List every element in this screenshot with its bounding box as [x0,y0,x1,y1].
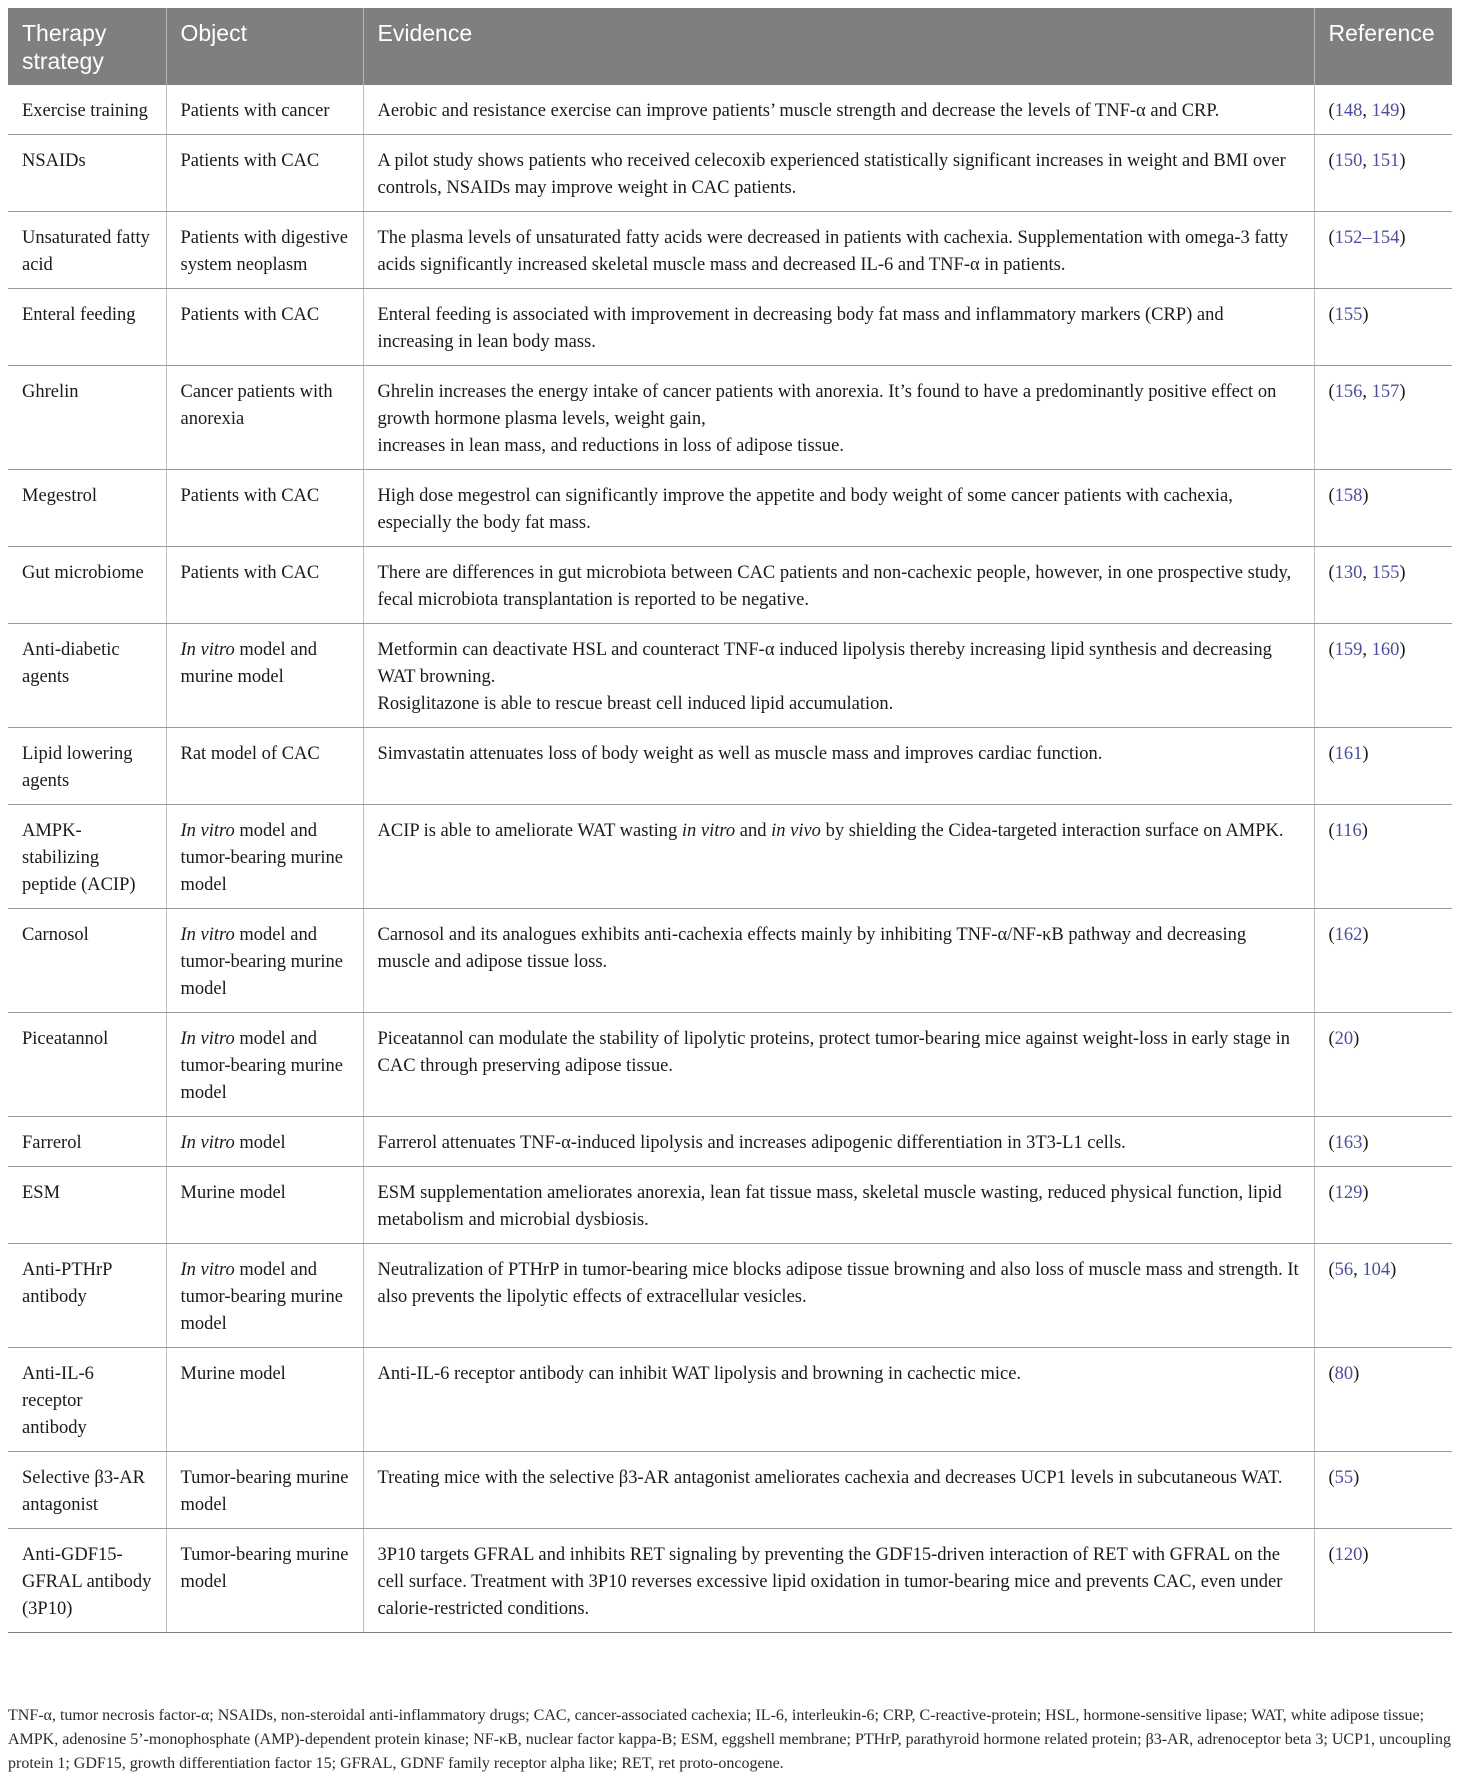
object-text: model and murine model [180,640,317,687]
reference-link[interactable]: 162 [1334,925,1363,945]
table-row [8,85,1452,135]
therapy-strategy-cell: Anti-diabetic agents [8,624,166,728]
evidence-line: ESM supplementation ameliorates anorexia, lean fat tissue mass, skeletal muscle wasting, reduced physical function, lipid metabolism and microbial dysbiosis. [377,1183,1282,1230]
object-cell [166,1244,363,1348]
evidence-cell [363,547,1314,624]
header-evidence: Evidence [363,8,1314,85]
object-italic-text: In vitro [180,821,235,841]
evidence-text: ACIP is able to ameliorate WAT wasting [377,821,682,841]
evidence-cell [363,212,1314,289]
reference-cell: (55) [1314,1452,1452,1529]
table-row [8,1117,1452,1167]
evidence-cell [363,1013,1314,1117]
evidence-line: Anti-IL-6 receptor antibody can inhibit WAT lipolysis and browning in cachectic mice. [377,1364,1022,1384]
table-row [8,212,1452,289]
reference-link[interactable]: 160 [1371,640,1400,660]
table-body [8,85,1452,1633]
reference-link[interactable]: 116 [1334,821,1362,841]
therapy-strategy-cell: Selective β3-AR antagonist [8,1452,166,1529]
evidence-text: by shielding the Cidea-targeted interaction surface on AMPK. [820,821,1284,841]
therapy-strategy-cell: AMPK-stabilizing peptide (ACIP) [8,805,166,909]
table-row [8,1452,1452,1529]
therapy-strategy-cell: Anti-IL-6 receptor antibody [8,1348,166,1452]
reference-link[interactable]: 158 [1334,486,1363,506]
object-italic-text: In vitro [180,1133,235,1153]
evidence-line: Enteral feeding is associated with improvement in decreasing body fat mass and inflammatory markers (CRP) and increasing in lean body mass. [377,305,1224,352]
object-cell [166,1013,363,1117]
therapy-strategy-cell: Gut microbiome [8,547,166,624]
reference-separator: , [1362,101,1372,121]
table-row [8,547,1452,624]
therapy-strategy-cell: Exercise training [8,85,166,135]
reference-separator: , [1362,151,1372,171]
object-cell: Patients with CAC [166,547,363,624]
evidence-line: High dose megestrol can significantly improve the appetite and body weight of some cancer patients with cachexia, especially the body fat mass. [377,486,1233,533]
header-therapy-strategy: Therapy strategy [8,8,166,85]
therapy-strategy-cell: Anti-PTHrP antibody [8,1244,166,1348]
object-text: model [234,1133,286,1153]
evidence-line: Aerobic and resistance exercise can improve patients’ muscle strength and decrease the levels of TNF-α and CRP. [377,101,1220,121]
reference-link[interactable]: 150 [1334,151,1363,171]
evidence-cell [363,624,1314,728]
therapy-strategy-cell: Piceatannol [8,1013,166,1117]
reference-cell: (163) [1314,1117,1452,1167]
evidence-line: The plasma levels of unsaturated fatty acids were decreased in patients with cachexia. Supplementation with omega-3 fatty acids significantly increased skeletal muscle mass and decreased IL-6 and TNF-α in patients. [377,228,1289,275]
evidence-cell [363,1452,1314,1529]
table-row [8,909,1452,1013]
reference-cell: (116) [1314,805,1452,909]
reference-link[interactable]: 130 [1334,563,1363,583]
evidence-line: Rosiglitazone is able to rescue breast cell induced lipid accumulation. [377,694,894,714]
table-row [8,135,1452,212]
reference-separator: , [1362,640,1372,660]
reference-cell: (20) [1314,1013,1452,1117]
reference-cell: (158) [1314,470,1452,547]
reference-cell: (129) [1314,1167,1452,1244]
object-cell [166,805,363,909]
evidence-line: A pilot study shows patients who received celecoxib experienced statistically significant increases in weight and BMI over controls, NSAIDs may improve weight in CAC patients. [377,151,1286,198]
therapy-strategy-cell: Farrerol [8,1117,166,1167]
reference-link[interactable]: 20 [1334,1029,1354,1049]
evidence-line: Piceatannol can modulate the stability of lipolytic proteins, protect tumor-bearing mice against weight-loss in early stage in CAC through preserving adipose tissue. [377,1029,1291,1076]
evidence-cell [363,470,1314,547]
reference-link[interactable]: 55 [1334,1468,1354,1488]
evidence-cell [363,909,1314,1013]
reference-cell: (159, 160) [1314,624,1452,728]
therapy-strategy-cell: Carnosol [8,909,166,1013]
therapy-strategy-cell: NSAIDs [8,135,166,212]
table-header-row [8,8,1452,85]
object-text: model and tumor-bearing murine model [180,1029,343,1103]
object-cell [166,909,363,1013]
evidence-cell [363,135,1314,212]
table-row [8,366,1452,470]
object-cell: Murine model [166,1348,363,1452]
object-cell: Patients with CAC [166,135,363,212]
evidence-cell [363,1348,1314,1452]
table-footnote: TNF-α, tumor necrosis factor-α; NSAIDs, non-steroidal anti-inflammatory drugs; CAC, cancer-associated cachexia; IL-6, interleukin-6; CRP, C-reactive-protein; HSL, hormone-sensitive lipase; WAT, white adipose tissue; AMPK, adenosine 5’-monophosphate (AMP)-dependent protein kinase; NF-κB, nuclear factor kappa-B; ESM, eggshell membrane; PTHrP, parathyroid hormone related protein; β3-AR, adrenoceptor beta 3; UCP1, uncoupling protein 1; GDF15, growth differentiation factor 15; GFRAL, GDNF family receptor alpha like; RET, ret proto-oncogene. [8,1707,1451,1772]
object-cell [166,624,363,728]
table-row [8,728,1452,805]
evidence-cell [363,366,1314,470]
therapy-strategy-cell: Ghrelin [8,366,166,470]
evidence-cell [363,728,1314,805]
object-text: model and tumor-bearing murine model [180,925,343,999]
evidence-italic-text: in vivo [771,821,821,841]
reference-link[interactable]: 129 [1334,1183,1363,1203]
reference-link[interactable]: 152–154 [1334,228,1400,248]
object-italic-text: In vitro [180,640,235,660]
object-text: model and tumor-bearing murine model [180,1260,343,1334]
evidence-line: 3P10 targets GFRAL and inhibits RET signaling by preventing the GDF15-driven interaction of RET with GFRAL on the cell surface. Treatment with 3P10 reverses excessive lipid oxidation in tumor-bearing mice and prevents CAC, even under calorie-restricted conditions. [377,1545,1283,1619]
therapy-strategy-cell: Megestrol [8,470,166,547]
evidence-cell [363,85,1314,135]
header-object: Object [166,8,363,85]
object-cell: Patients with CAC [166,289,363,366]
evidence-cell [363,1244,1314,1348]
reference-link[interactable]: 148 [1334,101,1363,121]
evidence-cell [363,1167,1314,1244]
table-row [8,1167,1452,1244]
reference-cell: (161) [1314,728,1452,805]
reference-cell: (162) [1314,909,1452,1013]
object-cell: Patients with digestive system neoplasm [166,212,363,289]
table-row [8,470,1452,547]
reference-cell: (156, 157) [1314,366,1452,470]
reference-cell: (155) [1314,289,1452,366]
object-cell: Rat model of CAC [166,728,363,805]
therapy-strategy-cell: ESM [8,1167,166,1244]
reference-link[interactable]: 56 [1334,1260,1354,1280]
object-cell: Tumor-bearing murine model [166,1452,363,1529]
object-italic-text: In vitro [180,1029,235,1049]
evidence-cell [363,805,1314,909]
evidence-line: Simvastatin attenuates loss of body weight as well as muscle mass and improves cardiac function. [377,744,1103,764]
object-cell: Cancer patients with anorexia [166,366,363,470]
reference-cell: (130, 155) [1314,547,1452,624]
evidence-line: increases in lean mass, and reductions in loss of adipose tissue. [377,436,845,456]
evidence-cell [363,289,1314,366]
object-italic-text: In vitro [180,925,235,945]
object-text: model and tumor-bearing murine model [180,821,343,895]
evidence-italic-text: in vitro [681,821,736,841]
reference-link[interactable]: 159 [1334,640,1363,660]
evidence-line: There are differences in gut microbiota between CAC patients and non-cachexic people, however, in one prospective study, fecal microbiota transplantation is reported to be negative. [377,563,1292,610]
therapy-strategy-cell: Lipid lowering agents [8,728,166,805]
evidence-line: Treating mice with the selective β3-AR antagonist ameliorates cachexia and decreases UCP1 levels in subcutaneous WAT. [377,1468,1283,1488]
evidence-text: and [735,821,772,841]
reference-link[interactable]: 80 [1334,1364,1354,1384]
therapy-strategy-cell: Enteral feeding [8,289,166,366]
object-cell: Patients with cancer [166,85,363,135]
reference-link[interactable]: 163 [1334,1133,1363,1153]
table-row [8,1529,1452,1633]
reference-link[interactable]: 156 [1334,382,1363,402]
header-reference: Reference [1314,8,1452,85]
therapy-strategy-cell: Unsaturated fatty acid [8,212,166,289]
table-row [8,624,1452,728]
reference-link[interactable]: 149 [1371,101,1400,121]
evidence-line: Ghrelin increases the energy intake of cancer patients with anorexia. It’s found to have a predominantly positive effect on growth hormone plasma levels, weight gain, [377,382,1277,429]
reference-link[interactable]: 155 [1334,305,1363,325]
reference-link[interactable]: 155 [1371,563,1400,583]
reference-separator: , [1362,382,1372,402]
reference-separator: , [1362,563,1372,583]
object-italic-text: In vitro [180,1260,235,1280]
evidence-line: Carnosol and its analogues exhibits anti-cachexia effects mainly by inhibiting TNF-α/NF-κB pathway and decreasing muscle and adipose tissue loss. [377,925,1247,972]
object-cell: Tumor-bearing murine model [166,1529,363,1633]
reference-separator: , [1353,1260,1363,1280]
reference-cell: (152–154) [1314,212,1452,289]
object-cell [166,1117,363,1167]
reference-cell: (148, 149) [1314,85,1452,135]
evidence-cell [363,1529,1314,1633]
reference-cell: (150, 151) [1314,135,1452,212]
reference-link[interactable]: 120 [1334,1545,1363,1565]
table-row [8,1348,1452,1452]
reference-link[interactable]: 161 [1334,744,1363,764]
table-row [8,1013,1452,1117]
evidence-line: Neutralization of PTHrP in tumor-bearing mice blocks adipose tissue browning and also loss of muscle mass and strength. It also prevents the lipolytic effects of extracellular vesicles. [377,1260,1299,1307]
table-row [8,805,1452,909]
evidence-line: Farrerol attenuates TNF-α-induced lipolysis and increases adipogenic differentiation in 3T3-L1 cells. [377,1133,1126,1153]
reference-cell: (56, 104) [1314,1244,1452,1348]
reference-link[interactable]: 157 [1371,382,1400,402]
evidence-cell [363,1117,1314,1167]
object-cell: Murine model [166,1167,363,1244]
reference-cell: (80) [1314,1348,1452,1452]
object-cell: Patients with CAC [166,470,363,547]
therapy-strategy-cell: Anti-GDF15-GFRAL antibody (3P10) [8,1529,166,1633]
reference-link[interactable]: 104 [1362,1260,1391,1280]
reference-cell: (120) [1314,1529,1452,1633]
table-row [8,1244,1452,1348]
reference-link[interactable]: 151 [1371,151,1400,171]
evidence-line: Metformin can deactivate HSL and counteract TNF-α induced lipolysis thereby increasing lipid synthesis and decreasing WAT browning. [377,640,1272,687]
table-row [8,289,1452,366]
therapy-table [8,8,1452,1633]
